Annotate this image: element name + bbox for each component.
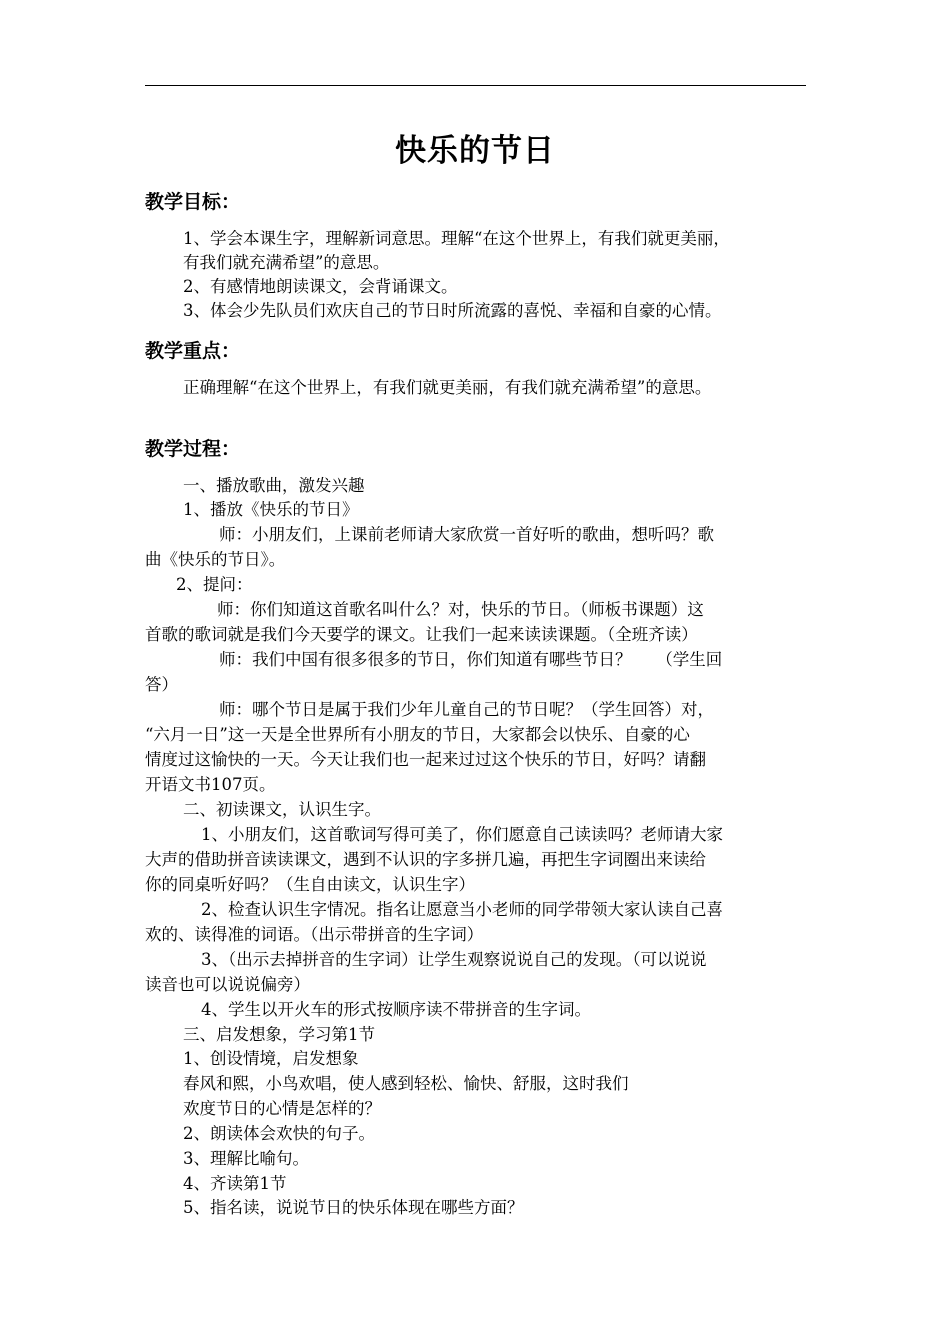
process-line: 师：小朋友们，上课前老师请大家欣赏一首好听的歌曲，想听吗？歌: [219, 525, 714, 544]
process-line: 开语文书107页。: [145, 775, 276, 794]
process-line: “六月一日”这一天是全世界所有小朋友的节日，大家都会以快乐、自豪的心: [145, 725, 690, 744]
process-line: 首歌的歌词就是我们今天要学的课文。让我们一起来读读课题。（全班齐读）: [145, 625, 698, 644]
process-line: 情度过这愉快的一天。今天让我们也一起来过过这个快乐的节日，好吗？请翻: [145, 750, 706, 769]
process-line: 师：你们知道这首歌名叫什么？对，快乐的节日。（师板书课题）这: [217, 600, 704, 619]
process-line: 2、朗读体会欢快的句子。: [183, 1124, 375, 1143]
process-line: 大声的借助拼音读读课文，遇到不认识的字多拼几遍，再把生字词圈出来读给: [145, 850, 706, 869]
focus-line: 正确理解“在这个世界上，有我们就更美丽，有我们就充满希望”的意思。: [183, 378, 712, 397]
process-line: 读音也可以说说偏旁）: [145, 975, 310, 994]
goal-line: 1、学会本课生字，理解新词意思。理解“在这个世界上，有我们就更美丽，: [183, 229, 730, 248]
process-line: 3、（出示去掉拼音的生字词）让学生观察说说自己的发现。（可以说说: [201, 950, 707, 969]
document-title: 快乐的节日: [395, 133, 555, 169]
goal-line: 3、体会少先队员们欢庆自己的节日时所流露的喜悦、幸福和自豪的心情。: [183, 301, 722, 320]
process-line: 欢度节日的心情是怎样的？: [183, 1099, 381, 1118]
process-line: 2、提问：: [176, 575, 253, 594]
goals-heading: 教学目标：: [145, 191, 241, 213]
process-line: 师：哪个节日是属于我们少年儿童自己的节日呢？（学生回答）对，: [219, 700, 714, 719]
process-line: 1、播放《快乐的节日》: [183, 500, 359, 519]
goal-line: 2、有感情地朗读课文，会背诵课文。: [183, 277, 458, 296]
process-line: 曲《快乐的节日》。: [145, 550, 286, 569]
process-line: 三、启发想象，学习第1节: [183, 1025, 375, 1044]
process-line: 师：我们中国有很多很多的节日，你们知道有哪些节日？ （学生回: [219, 650, 723, 669]
process-line: 欢的、读得准的词语。（出示带拼音的生字词）: [145, 925, 484, 944]
process-line: 2、检查认识生字情况。指名让愿意当小老师的同学带领大家认读自己喜: [201, 900, 723, 919]
process-line: 1、小朋友们，这首歌词写得可美了，你们愿意自己读读吗？老师请大家: [201, 825, 723, 844]
process-heading: 教学过程：: [145, 438, 241, 460]
process-line: 春风和熙，小鸟欢唱，使人感到轻松、愉快、舒服，这时我们: [183, 1074, 629, 1093]
process-line: 一、播放歌曲，激发兴趣: [183, 476, 365, 495]
process-line: 你的同桌听好吗？（生自由读文，认识生字）: [145, 875, 475, 894]
process-line: 二、初读课文，认识生字。: [183, 800, 381, 819]
focus-heading: 教学重点：: [145, 340, 241, 362]
process-line: 答）: [145, 675, 178, 694]
process-line: 1、创设情境，启发想象: [183, 1049, 359, 1068]
header-rule: [145, 85, 806, 86]
process-line: 4、齐读第1节: [183, 1174, 287, 1193]
process-line: 5、指名读，说说节日的快乐体现在哪些方面？: [183, 1198, 524, 1217]
process-line: 4、学生以开火车的形式按顺序读不带拼音的生字词。: [201, 1000, 591, 1019]
process-line: 3、理解比喻句。: [183, 1149, 309, 1168]
goal-line: 有我们就充满希望”的意思。: [183, 253, 390, 272]
